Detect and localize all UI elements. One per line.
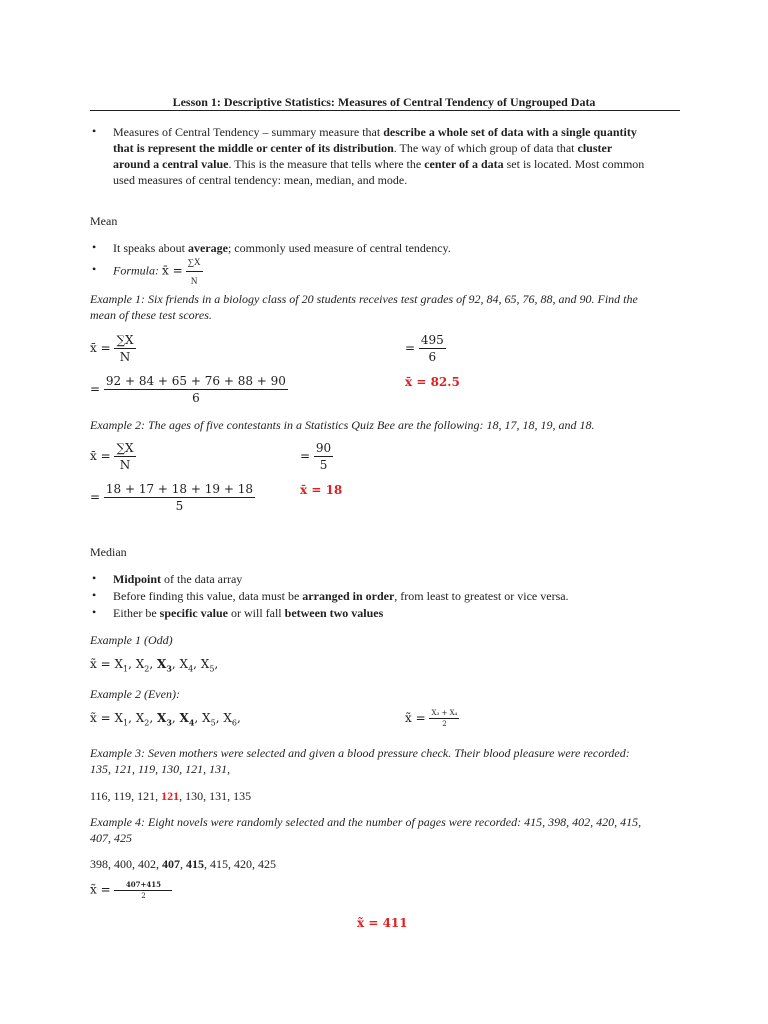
median-ex4-answer: x̃ = 411: [357, 916, 408, 930]
median-heading: Median: [90, 545, 127, 559]
median-ex2-fraction: x̃ = $\frac{\text{X₃ + X₄}}{2}$: [405, 709, 458, 728]
mean-formula: Formula: x̄ = $\frac{\sum X}{N}$: [113, 254, 203, 289]
median-example-4-line-2: 407, 425: [90, 831, 132, 845]
intro-line-1: Measures of Central Tendency – summary measure that describe a whole set of data with a single quantity: [113, 125, 637, 139]
mean-ex2-answer: x̄ = 18: [300, 483, 343, 497]
median-example-2-label: Example 2 (Even):: [90, 687, 180, 701]
median-ex4-sorted: 398, 400, 402, 407, 415, 415, 420, 425: [90, 857, 276, 871]
median-example-3-line-2: 135, 121, 119, 130, 121, 131,: [90, 762, 231, 776]
mean-example-2-text: Example 2: The ages of five contestants in a Statistics Quiz Bee are the following: 18, 17, 18, 19, and 18.: [90, 418, 595, 432]
mean-ex1-total: = $\frac{495}{6}$: [405, 333, 444, 364]
bullet-icon: •: [92, 262, 97, 276]
mean-example-1-line-1: Example 1: Six friends in a biology class of 20 students receives test grades of 92, 84, 65, 76, 88, and 90. Find the: [90, 292, 638, 306]
median-example-4-line-1: Example 4: Eight novels were randomly selected and the number of pages were recorded: 415, 398, 402, 420, 415,: [90, 815, 642, 829]
median-ex2-formula: x̃ = $X_1$, $X_2$, $X_3$, $X_4$, $X_5$, $X_6$,: [90, 711, 241, 728]
mean-ex2-total: = $\frac{90}{5}$: [300, 441, 332, 472]
mean-ex1-sum: = $\frac{92 + 84 + 65 + 76 + 88 + 90}{6}$: [90, 374, 286, 405]
intro-line-4: used measures of central tendency: mean, median, and mode.: [113, 173, 408, 187]
median-ex4-fraction: x̃ = $\frac{407+415}{2}$: [90, 880, 172, 900]
mean-ex2-sum: = $\frac{18 + 17 + 18 + 19 + 18}{5}$: [90, 482, 253, 513]
bullet-icon: •: [92, 605, 97, 619]
mean-ex1-formula: x̄ = $\frac{\sum X}{N}$: [90, 333, 134, 364]
intro-line-3: around a central value. This is the measure that tells where the center of a data set is located. Most common: [113, 157, 645, 171]
mean-heading: Mean: [90, 214, 118, 228]
median-example-1-label: Example 1 (Odd): [90, 633, 173, 647]
mean-ex2-formula: x̄ = $\frac{\sum X}{N}$: [90, 441, 134, 472]
mean-bullet-average: It speaks about average; commonly used measure of central tendency.: [113, 241, 451, 255]
title-rule: [90, 110, 680, 111]
mean-example-1-line-2: mean of these test scores.: [90, 308, 212, 322]
median-ex1-formula: x̃ = $X_1$, $X_2$, $X_3$, $X_4$, $X_5$,: [90, 657, 219, 674]
mean-ex1-answer: x̄ = 82.5: [405, 375, 460, 389]
bullet-icon: •: [92, 588, 97, 602]
page-title: Lesson 1: Descriptive Statistics: Measures of Central Tendency of Ungrouped Data: [172, 95, 596, 109]
median-example-3-line-1: Example 3: Seven mothers were selected and given a blood pressure check. Their blood pleasure were recorded:: [90, 746, 630, 760]
median-bullet-order: Before finding this value, data must be arranged in order, from least to greatest or vice versa.: [113, 589, 569, 603]
median-ex3-sorted: 116, 119, 121, 121, 130, 131, 135: [90, 789, 252, 803]
median-bullet-midpoint: Midpoint of the data array: [113, 572, 243, 586]
bullet-icon: •: [92, 571, 97, 585]
bullet-icon: •: [92, 124, 97, 138]
intro-line-2: that is represent the middle or center of its distribution. The way of which group of data that cluster: [113, 141, 613, 155]
bullet-icon: •: [92, 240, 97, 254]
median-bullet-values: Either be specific value or will fall between two values: [113, 606, 384, 620]
